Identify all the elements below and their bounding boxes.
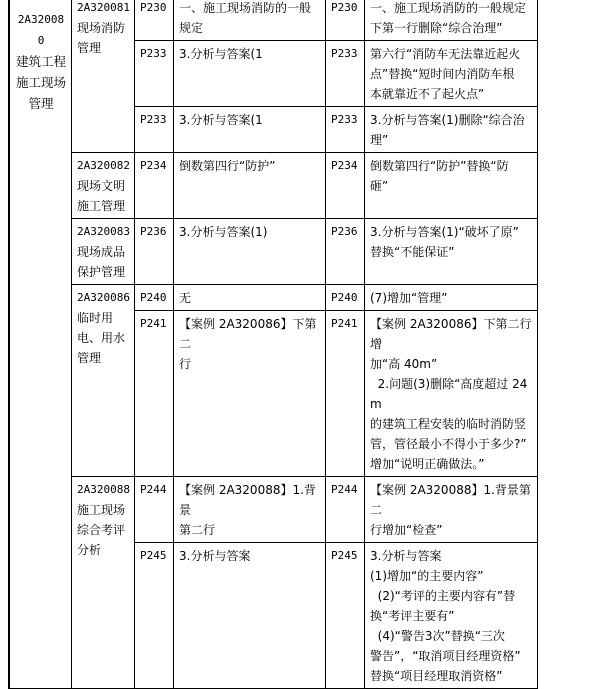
revised-text-cell-line: 下第一行删除“综合治理”: [370, 21, 503, 35]
original-text-cell: [174, 0, 326, 41]
original-text-cell: [174, 477, 326, 543]
original-text-cell-line: 3.分析与答案(1): [179, 225, 268, 239]
section-code: 2A320083: [77, 225, 130, 238]
revised-text-cell-line: (7)增加“管理”: [370, 291, 448, 305]
revised-text-cell-line: 的建筑工程安装的临时消防竖: [370, 417, 527, 431]
section-cell: [72, 219, 135, 285]
revised-text-cell-line: 换“考评主要有”: [370, 609, 455, 623]
revised-page-cell: P245: [326, 543, 365, 689]
chapter-title-line: 建筑工程: [15, 54, 66, 69]
section-code: 2A320088: [77, 483, 130, 496]
original-text-cell: [174, 285, 326, 311]
revised-page-cell: P240: [326, 285, 365, 311]
section-code: 2A320086: [77, 291, 130, 304]
revised-text-cell-line: 3.分析与答案(1)“破坏了原”: [370, 225, 519, 239]
section-title-line: 现场消防: [77, 21, 126, 35]
section-title-line: 分析: [77, 543, 102, 557]
revised-text-cell: [365, 153, 538, 219]
chapter-title-line: 施工现场: [15, 75, 66, 90]
table-row: [9, 219, 538, 285]
table-row: [9, 477, 538, 543]
original-page-cell: P234: [135, 153, 174, 219]
original-text-cell-line: 【案例 2A320086】下第二: [179, 317, 317, 351]
section-cell: [72, 477, 135, 689]
revised-page-cell: P241: [326, 311, 365, 477]
original-text-cell-line: 无: [179, 291, 192, 305]
revised-text-cell: [365, 311, 538, 477]
errata-table: [8, 0, 538, 689]
revised-page-cell: P236: [326, 219, 365, 285]
section-title-line: 保护管理: [77, 265, 126, 279]
revised-text-cell: [365, 107, 538, 153]
original-text-cell: [174, 41, 326, 107]
chapter-title-line: 管理: [28, 96, 54, 111]
revised-text-cell-line: (1)增加“的主要内容”: [370, 569, 484, 583]
revised-text-cell-line: 增加“说明正确做法。”: [370, 457, 485, 471]
revised-page-cell: P244: [326, 477, 365, 543]
revised-text-cell: [365, 543, 538, 689]
original-text-cell: [174, 311, 326, 477]
revised-text-cell: [365, 285, 538, 311]
section-title-line: 现场成品: [77, 245, 126, 259]
section-code: 2A320082: [77, 159, 130, 172]
original-text-cell-line: 一、施工现场消防的一般: [179, 1, 312, 15]
original-text-cell-line: 3.分析与答案(1: [179, 113, 263, 127]
original-text-cell: [174, 219, 326, 285]
original-text-cell-line: 第二行: [179, 523, 216, 537]
revised-text-cell-line: 行增加“检查”: [370, 523, 443, 537]
original-text-cell: [174, 153, 326, 219]
original-text-cell-line: 3.分析与答案: [179, 549, 251, 563]
revised-text-cell-line: 【案例 2A320088】1.背景第二: [370, 483, 531, 517]
section-cell: [72, 153, 135, 219]
revised-page-cell: P233: [326, 41, 365, 107]
original-text-cell-line: 3.分析与答案(1: [179, 47, 263, 61]
chapter-cell: [10, 0, 72, 689]
table-row: [9, 153, 538, 219]
section-title-line: 电、用水: [77, 331, 126, 345]
revised-page-cell: P233: [326, 107, 365, 153]
revised-text-cell: [365, 41, 538, 107]
errata-table-body: [9, 0, 538, 689]
original-page-cell: P236: [135, 219, 174, 285]
original-page-cell: P233: [135, 41, 174, 107]
original-text-cell: [174, 107, 326, 153]
revised-text-cell-line: 本就靠近不了起火点”: [370, 87, 485, 101]
revised-text-cell-line: 理”: [370, 133, 389, 147]
revised-text-cell-line: (2)“考评的主要内容有”替: [370, 589, 516, 603]
revised-text-cell-line: 替换“项目经理取消资格”: [370, 669, 503, 683]
revised-text-cell-line: 警告”，“取消项目经理资格”: [370, 649, 521, 663]
section-code: 2A320081: [77, 1, 130, 14]
revised-text-cell-line: 砸”: [370, 179, 389, 193]
revised-text-cell-line: 3.分析与答案(1)删除“综合治: [370, 113, 525, 127]
original-page-cell: P241: [135, 311, 174, 477]
revised-text-cell: [365, 219, 538, 285]
revised-text-cell-line: 替换“不能保证”: [370, 245, 455, 259]
section-title-line: 综合考评: [77, 523, 126, 537]
revised-text-cell-line: 一、施工现场消防的一般规定: [370, 1, 527, 15]
revised-text-cell-line: 倒数第四行“防护”替换“防: [370, 159, 509, 173]
revised-text-cell-line: (4)“警告3次”替换“三次: [370, 629, 505, 643]
section-title-line: 现场文明: [77, 179, 126, 193]
table-row: [9, 0, 538, 41]
original-text-cell-line: 规定: [179, 21, 204, 35]
revised-text-cell-line: 管，管径最小不得小于多少?”: [370, 437, 527, 451]
revised-text-cell: [365, 477, 538, 543]
original-text-cell: [174, 543, 326, 689]
section-title-line: 施工现场: [77, 503, 126, 517]
original-page-cell: P233: [135, 107, 174, 153]
table-row: [9, 285, 538, 311]
original-text-cell-line: 行: [179, 357, 192, 371]
revised-text-cell: [365, 0, 538, 41]
original-text-cell-line: 【案例 2A320088】1.背景: [179, 483, 316, 517]
original-page-cell: P240: [135, 285, 174, 311]
section-title-line: 临时用: [77, 311, 114, 325]
revised-text-cell-line: 点”替换“短时间内消防车根: [370, 67, 515, 81]
section-cell: [72, 285, 135, 477]
revised-page-cell: P230: [326, 0, 365, 41]
original-page-cell: P245: [135, 543, 174, 689]
section-title-line: 施工管理: [77, 199, 126, 213]
section-title-line: 管理: [77, 351, 102, 365]
original-page-cell: P244: [135, 477, 174, 543]
revised-text-cell-line: 第六行“消防车无法靠近起火: [370, 47, 521, 61]
section-title-line: 管理: [77, 41, 102, 55]
revised-text-cell-line: 3.分析与答案: [370, 549, 442, 563]
revised-text-cell-line: 加“高 40m”: [370, 357, 438, 371]
revised-page-cell: P234: [326, 153, 365, 219]
original-text-cell-line: 倒数第四行“防护”: [179, 159, 276, 173]
original-page-cell: P230: [135, 0, 174, 41]
chapter-code: 2A320080: [17, 13, 65, 47]
revised-text-cell-line: 【案例 2A320086】下第二行增: [370, 317, 532, 351]
section-cell: [72, 0, 135, 153]
revised-text-cell-line: 2.问题(3)删除“高度超过 24m: [370, 377, 528, 411]
